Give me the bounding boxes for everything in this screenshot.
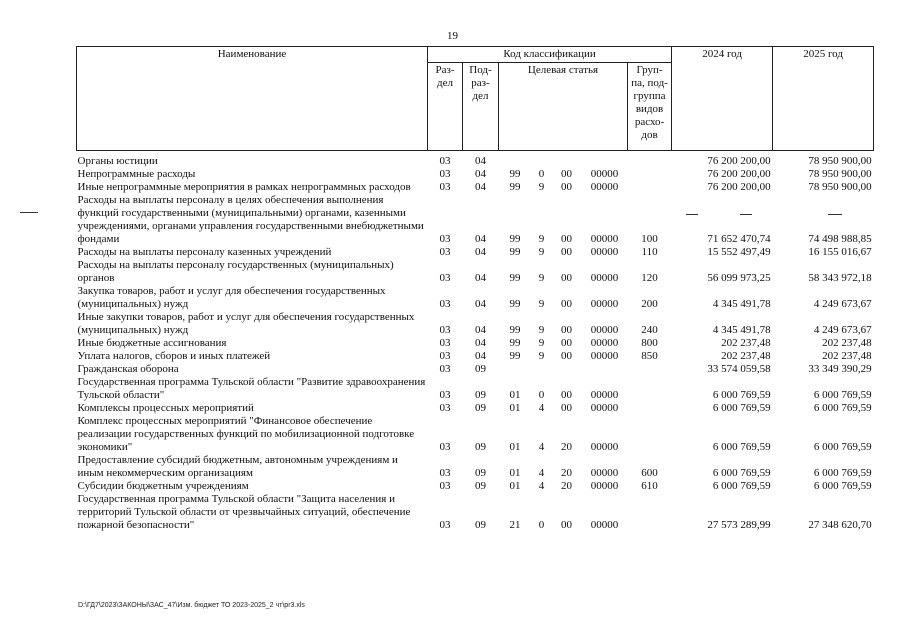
row-podrazdel: 04 [475,272,486,284]
row-target-direction: 00000 [590,272,619,284]
row-amount-2024: 56 099 973,25 [707,272,771,284]
row-target-type: 9 [538,272,545,284]
row-razdel: 03 [439,337,451,349]
row-target-subprogram: 00 [561,181,572,193]
table-header [77,47,874,151]
row-amount-2024: 76 200 200,00 [707,155,771,167]
row-name: Иные закупки товаров, работ и услуг для обеспечения государственных (муниципальных) нужд [77,311,415,336]
row-target-program: 21 [509,519,521,531]
row-target-direction [582,363,628,376]
row-target-program: 01 [509,441,521,453]
header-name: Наименование [77,47,428,151]
row-target-direction: 00000 [590,441,619,453]
row-expense-group: 610 [641,480,658,492]
row-amount-2025: 202 237,48 [822,350,872,362]
row-podrazdel: 04 [475,298,486,310]
row-target-program: 01 [509,389,521,401]
row-target-subprogram: 20 [561,480,572,492]
row-amount-2024: 4 345 491,78 [712,324,771,336]
row-target-direction: 00000 [590,246,619,258]
row-target-type [532,363,552,376]
row-razdel: 03 [439,467,451,479]
row-target-program [499,155,532,168]
row-target-program [499,363,532,376]
row-target-direction: 00000 [590,324,619,336]
header-expense-group: Груп-па, под-группа видов расхо-дов [628,63,672,151]
row-target-subprogram: 20 [561,441,572,453]
row-target-direction: 00000 [590,389,619,401]
row-podrazdel: 09 [475,467,486,479]
row-podrazdel: 09 [475,402,486,414]
row-name: Государственная программа Тульской области "Развитие здравоохранения Тульской области" [77,376,426,401]
row-amount-2024: 202 237,48 [721,337,771,349]
row-target-subprogram: 00 [561,389,572,401]
row-name: Гражданская оборона [77,363,179,375]
row-target-direction: 00000 [590,350,619,362]
table-row [77,454,874,480]
row-expense-group [628,376,672,402]
row-amount-2025: 33 349 390,29 [808,363,872,375]
row-amount-2025: 4 249 673,67 [813,298,872,310]
row-amount-2025: 58 343 972,18 [808,272,872,284]
table-row [77,363,874,376]
row-amount-2024: 4 345 491,78 [712,298,771,310]
file-path-footer: D:\ГД7\2023\ЗАКОНЫ\ЗАС_47\Изм. бюджет ТО 2023-2025_2 чт\pr3.xls [78,602,305,609]
row-podrazdel: 04 [475,233,486,245]
row-amount-2024: 15 552 497,49 [707,246,771,258]
row-target-subprogram: 00 [561,272,572,284]
scan-mark [828,214,842,215]
row-razdel: 03 [439,298,451,310]
row-expense-group: 110 [641,246,658,258]
scan-mark [686,214,698,215]
row-amount-2024: 6 000 769,59 [712,389,771,401]
row-target-program: 99 [509,272,521,284]
table-row [77,181,874,194]
row-target-program: 99 [509,181,521,193]
row-expense-group [628,363,672,376]
table-row [77,350,874,363]
row-name: Расходы на выплаты персоналу в целях обеспечения выполнения функций государственными (муниципальными) органами, казенными учреждениями, органами управления государственными внебюджетными фондами [77,194,424,245]
row-target-type: 9 [538,181,545,193]
row-razdel: 03 [439,480,451,492]
row-expense-group [628,181,672,194]
row-target-direction: 00000 [590,181,619,193]
row-target-subprogram: 00 [561,168,572,180]
row-name: Уплата налогов, сборов и иных платежей [77,350,271,362]
row-target-direction: 00000 [590,402,619,414]
row-name: Государственная программа Тульской области "Защита населения и территорий Тульской области от чрезвычайных ситуаций, обеспечение пожарной безопасности" [77,493,411,531]
row-target-direction: 00000 [590,480,619,492]
row-target-subprogram [552,363,582,376]
table-row [77,402,874,415]
row-target-program: 01 [509,480,521,492]
row-podrazdel: 09 [475,363,486,375]
row-amount-2024: 33 574 059,58 [707,363,771,375]
row-razdel: 03 [439,402,451,414]
row-razdel: 03 [439,155,451,167]
table-row [77,194,874,246]
row-target-direction: 00000 [590,168,619,180]
row-amount-2025: 6 000 769,59 [813,389,872,401]
row-expense-group: 100 [641,233,658,245]
row-podrazdel: 09 [475,441,486,453]
table-row [77,376,874,402]
row-amount-2025: 6 000 769,59 [813,402,872,414]
table-row [77,337,874,350]
table-row [77,311,874,337]
row-target-subprogram: 00 [561,402,572,414]
row-razdel: 03 [439,272,451,284]
row-target-type [532,155,552,168]
row-target-subprogram: 00 [561,298,572,310]
row-target-type: 4 [538,402,545,414]
row-target-type: 9 [538,246,545,258]
row-podrazdel: 04 [475,155,486,167]
row-target-subprogram: 00 [561,233,572,245]
row-name: Комплекс процессных мероприятий "Финансовое обеспечение реализации государственных функций по мобилизационной подготовке экономики" [77,415,415,453]
header-podrazdel: Под-раз-дел [463,63,499,151]
row-expense-group: 120 [641,272,658,284]
table-row [77,259,874,285]
row-target-direction: 00000 [590,467,619,479]
row-razdel: 03 [439,389,451,401]
row-podrazdel: 09 [475,519,486,531]
row-podrazdel: 09 [475,389,486,401]
row-target-type: 9 [538,350,545,362]
row-expense-group: 800 [641,337,658,349]
row-target-type: 9 [538,298,545,310]
row-razdel: 03 [439,441,451,453]
row-target-type: 9 [538,337,545,349]
row-amount-2025: 78 950 900,00 [808,181,872,193]
scan-mark [740,214,752,215]
row-target-type: 9 [538,324,545,336]
row-amount-2025: 6 000 769,59 [813,480,872,492]
row-expense-group [628,493,672,532]
row-name: Закупка товаров, работ и услуг для обеспечения государственных (муниципальных) нужд [77,285,386,310]
row-amount-2025: 202 237,48 [822,337,872,349]
table-row [77,415,874,454]
row-amount-2025: 27 348 620,70 [808,519,872,531]
table-row [77,480,874,493]
row-razdel: 03 [439,324,451,336]
row-amount-2025: 74 498 988,85 [808,233,872,245]
row-target-program: 01 [509,402,521,414]
row-podrazdel: 04 [475,324,486,336]
row-target-program: 99 [509,337,521,349]
row-name: Комплексы процессных мероприятий [77,402,254,414]
row-amount-2025: 4 249 673,67 [813,324,872,336]
row-target-program: 99 [509,168,521,180]
row-amount-2024: 76 200 200,00 [707,168,771,180]
row-amount-2024: 6 000 769,59 [712,402,771,414]
row-target-direction: 00000 [590,233,619,245]
row-amount-2024: 27 573 289,99 [707,519,771,531]
row-target-type: 4 [538,467,545,479]
table-row [77,493,874,532]
row-target-subprogram: 20 [561,467,572,479]
row-target-subprogram: 00 [561,324,572,336]
row-podrazdel: 09 [475,480,486,492]
row-name: Непрограммные расходы [77,168,196,180]
row-target-program: 99 [509,298,521,310]
row-target-direction: 00000 [590,519,619,531]
row-razdel: 03 [439,168,451,180]
header-target-article: Целевая статья [499,63,628,151]
row-amount-2024: 6 000 769,59 [712,441,771,453]
header-year-2024: 2024 год [672,47,773,151]
budget-table [76,46,874,532]
row-target-type: 0 [538,168,545,180]
row-name: Предоставление субсидий бюджетным, автономным учреждениям и иным некоммерческим организациям [77,454,398,479]
row-podrazdel: 04 [475,181,486,193]
row-target-direction [582,155,628,168]
row-name: Органы юстиции [77,155,158,167]
row-expense-group: 240 [641,324,658,336]
row-target-subprogram: 00 [561,337,572,349]
row-name: Расходы на выплаты персоналу казенных учреждений [77,246,332,258]
header-year-2025: 2025 год [773,47,874,151]
row-target-type: 4 [538,480,545,492]
row-amount-2025: 78 950 900,00 [808,168,872,180]
row-expense-group: 200 [641,298,658,310]
row-target-program: 99 [509,233,521,245]
row-target-subprogram: 00 [561,519,572,531]
row-podrazdel: 04 [475,337,486,349]
row-name: Субсидии бюджетным учреждениям [77,480,249,492]
row-name: Иные бюджетные ассигнования [77,337,227,349]
header-razdel: Раз-дел [428,63,463,151]
header-classification: Код классификации [428,47,672,63]
row-target-type: 0 [538,519,545,531]
table-row [77,155,874,168]
row-target-subprogram: 00 [561,350,572,362]
row-target-direction: 00000 [590,298,619,310]
row-target-subprogram [552,155,582,168]
row-expense-group: 850 [641,350,658,362]
row-amount-2025: 6 000 769,59 [813,441,872,453]
table-row [77,168,874,181]
row-amount-2025: 78 950 900,00 [808,155,872,167]
scan-mark [20,212,38,213]
row-podrazdel: 04 [475,350,486,362]
row-amount-2024: 76 200 200,00 [707,181,771,193]
row-amount-2024: 202 237,48 [721,350,771,362]
table-row [77,285,874,311]
row-razdel: 03 [439,350,451,362]
row-target-type: 0 [538,389,545,401]
row-target-program: 99 [509,246,521,258]
row-expense-group [628,155,672,168]
row-podrazdel: 04 [475,246,486,258]
row-amount-2025: 16 155 016,67 [808,246,872,258]
row-target-type: 9 [538,233,545,245]
row-razdel: 03 [439,246,451,258]
row-podrazdel: 04 [475,168,486,180]
row-target-program: 99 [509,324,521,336]
row-target-direction: 00000 [590,337,619,349]
row-target-program: 99 [509,350,521,362]
row-amount-2024: 71 652 470,74 [707,233,771,245]
page-number: 19 [447,30,458,42]
row-name: Расходы на выплаты персоналу государственных (муниципальных) органов [77,259,394,284]
row-amount-2025: 6 000 769,59 [813,467,872,479]
row-expense-group [628,415,672,454]
row-razdel: 03 [439,233,451,245]
row-target-subprogram: 00 [561,246,572,258]
row-razdel: 03 [439,519,451,531]
row-amount-2024: 6 000 769,59 [712,480,771,492]
table-row [77,246,874,259]
row-amount-2024: 6 000 769,59 [712,467,771,479]
row-expense-group: 600 [641,467,658,479]
row-expense-group [628,402,672,415]
row-name: Иные непрограммные мероприятия в рамках непрограммных расходов [77,181,411,193]
row-target-program: 01 [509,467,521,479]
row-expense-group [628,168,672,181]
row-target-type: 4 [538,441,545,453]
row-razdel: 03 [439,363,451,375]
row-razdel: 03 [439,181,451,193]
table-body [77,151,874,533]
